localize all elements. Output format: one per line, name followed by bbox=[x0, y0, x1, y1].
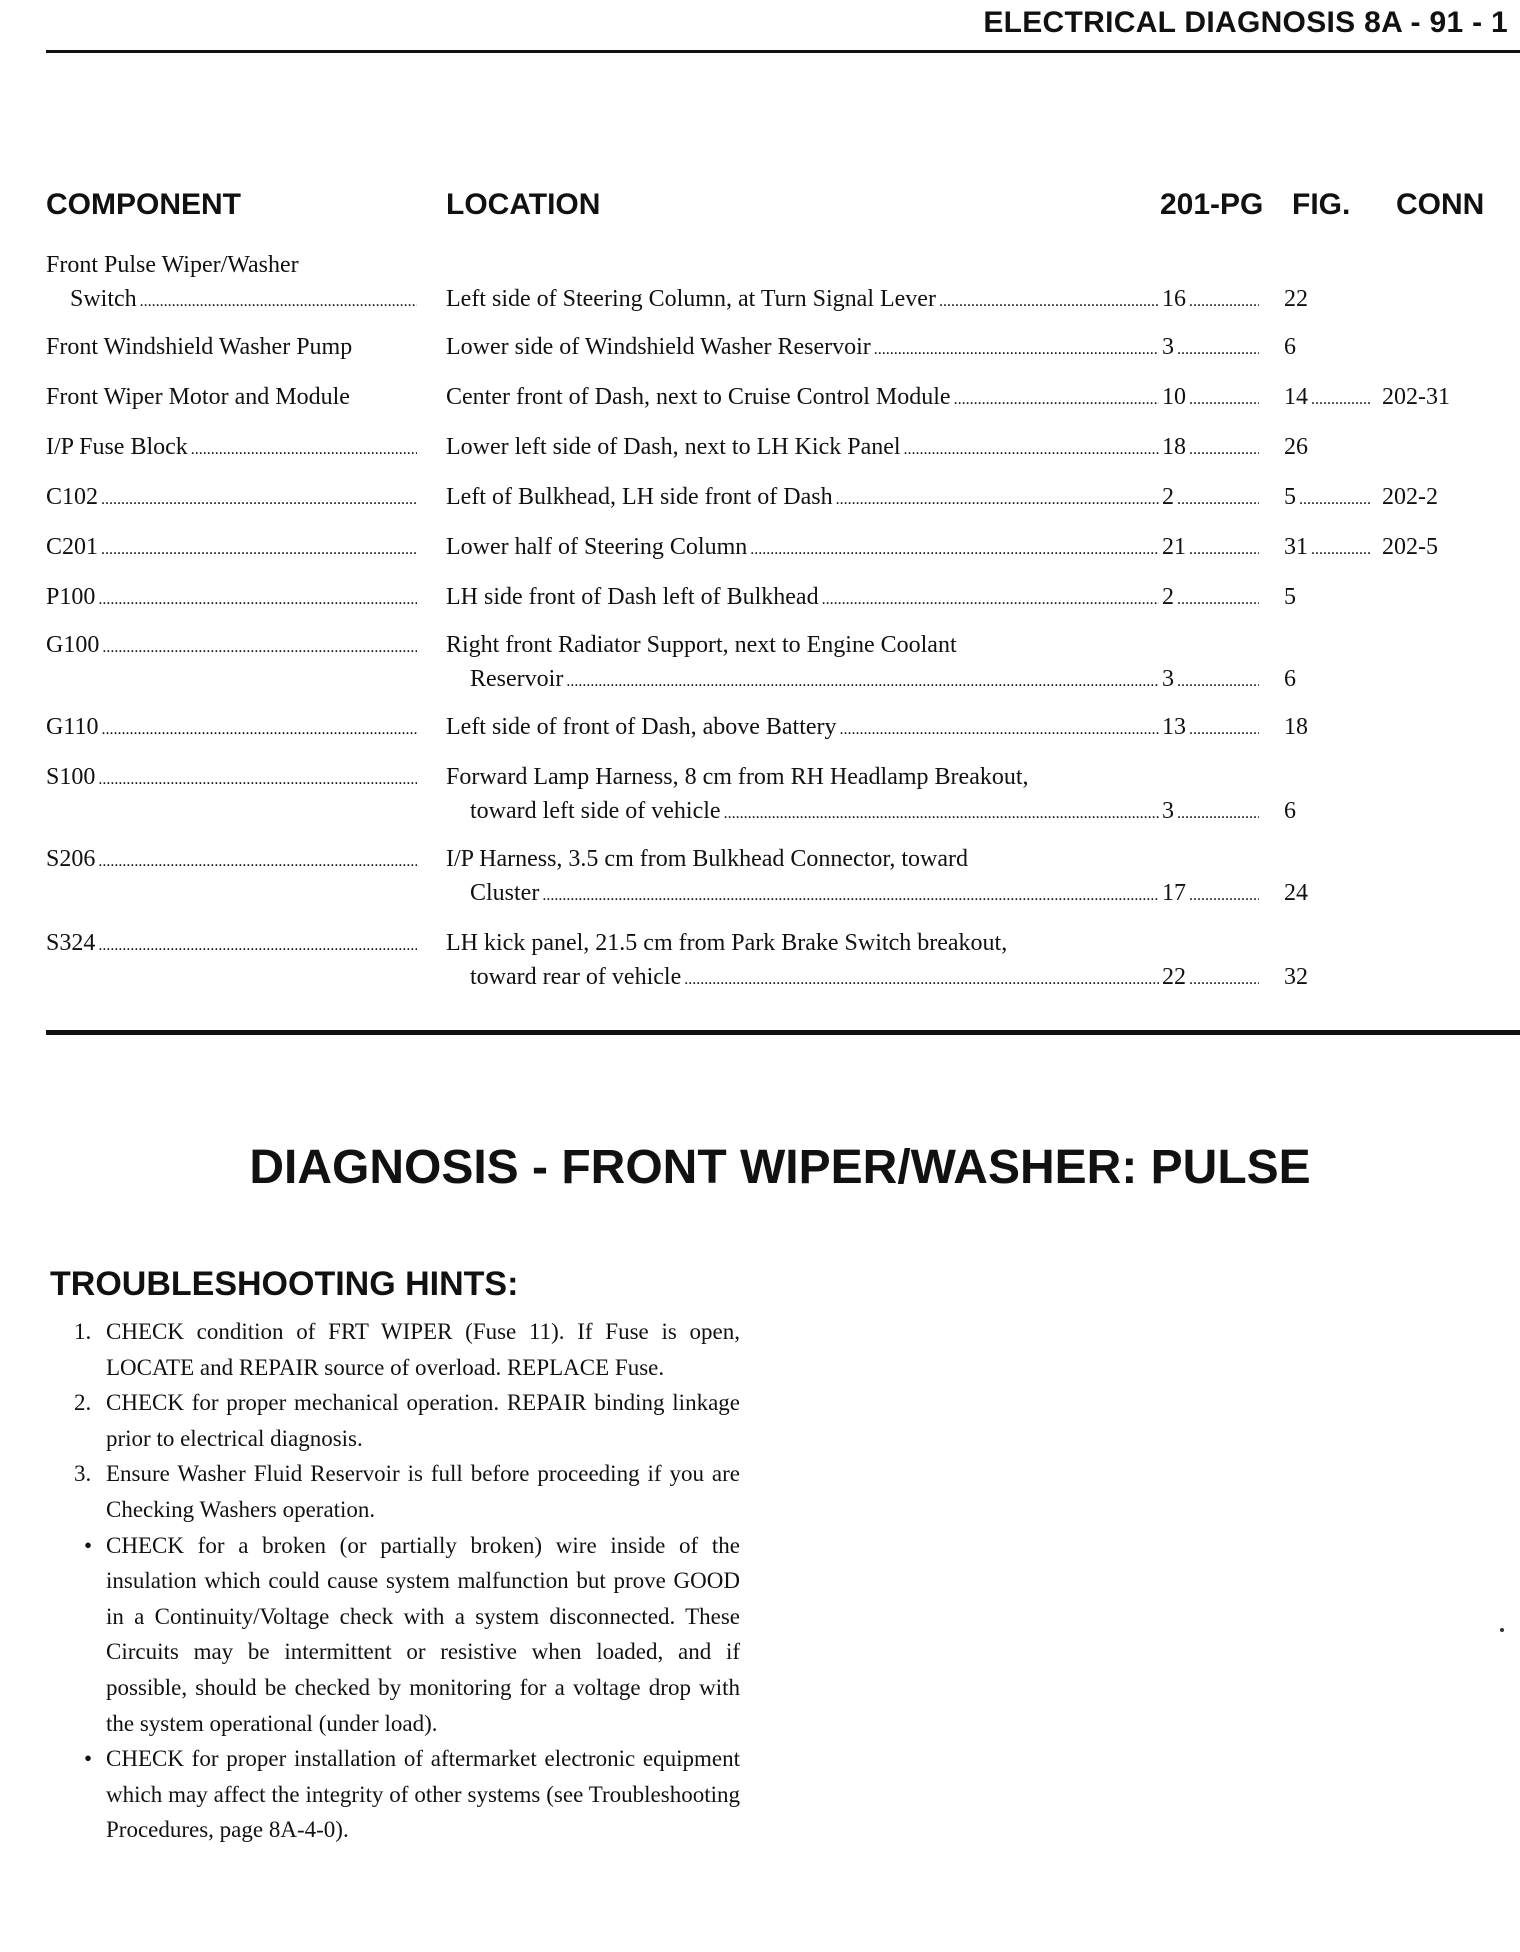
hint-text: CHECK for proper installation of aftermarket electronic equipment which may affect the integrity of other systems (see Troubleshooting Procedures, page 8A-4-0). bbox=[106, 1746, 740, 1843]
conn-ref: 202-5 bbox=[1382, 534, 1438, 560]
leader-dots bbox=[1177, 662, 1259, 699]
component-name bbox=[46, 842, 420, 879]
component-text: I/P Fuse Block bbox=[46, 434, 188, 460]
leader-dots bbox=[1177, 330, 1259, 367]
scan-speck bbox=[1500, 1628, 1504, 1632]
page-text: 22 bbox=[1162, 964, 1186, 990]
leader-dots bbox=[1311, 380, 1371, 417]
component-name bbox=[46, 530, 420, 567]
conn-ref: 202-31 bbox=[1382, 384, 1450, 410]
leader-dots bbox=[1189, 282, 1259, 319]
hint-number: 2. bbox=[74, 1390, 92, 1416]
table-row bbox=[0, 248, 1520, 330]
location-line1: Right front Radiator Support, next to Engine Coolant bbox=[446, 632, 957, 658]
fig-ref: 6 bbox=[1284, 798, 1296, 824]
conn-ref: 202-2 bbox=[1382, 484, 1438, 510]
leader-dots bbox=[566, 662, 1159, 699]
troubleshooting-hints-title: TROUBLESHOOTING HINTS: bbox=[50, 1265, 519, 1303]
hint-text: CHECK for a broken (or partially broken) wire inside of the insulation which could cause system malfunction but prove GOOD in a Continuity/Voltage check with a system disconnected. These Circuits may be intermittent or resistive when loaded, and if possible, should be checked by monitoring for a voltage drop with the system operational (under load). bbox=[106, 1532, 740, 1736]
component-text: Switch bbox=[70, 286, 137, 312]
location-text: Left side of front of Dash, above Battery bbox=[446, 714, 837, 740]
location bbox=[446, 380, 1162, 417]
location-text: Cluster bbox=[470, 880, 540, 906]
component-name: Front Wiper Motor and Module bbox=[46, 384, 350, 410]
page-ref bbox=[1162, 710, 1262, 747]
component-text: S324 bbox=[46, 930, 96, 956]
hint-item bbox=[74, 1741, 740, 1848]
component-name bbox=[70, 282, 420, 319]
leader-dots bbox=[1177, 794, 1259, 831]
page-ref bbox=[1162, 330, 1262, 367]
page-header-title: ELECTRICAL DIAGNOSIS 8A - 91 - 1 bbox=[983, 6, 1508, 39]
location bbox=[446, 580, 1162, 617]
page-text: 21 bbox=[1162, 534, 1186, 560]
component-text: C102 bbox=[46, 484, 99, 510]
hint-item bbox=[74, 1456, 740, 1527]
page-text: 3 bbox=[1162, 334, 1174, 360]
page-text: 3 bbox=[1162, 798, 1174, 824]
leader-dots bbox=[939, 282, 1159, 319]
component-text: S206 bbox=[46, 846, 96, 872]
hint-number: 3. bbox=[74, 1461, 92, 1487]
page-text: 10 bbox=[1162, 384, 1186, 410]
component-name: Front Windshield Washer Pump bbox=[46, 334, 353, 360]
header-rule bbox=[46, 50, 1520, 53]
hint-bullet: • bbox=[84, 1532, 93, 1558]
table-row bbox=[0, 480, 1520, 530]
leader-dots bbox=[101, 480, 417, 517]
fig-text: 14 bbox=[1284, 384, 1308, 410]
component-text: P100 bbox=[46, 584, 96, 610]
page-text: 18 bbox=[1162, 434, 1186, 460]
table-row bbox=[0, 330, 1520, 380]
component-location-table bbox=[0, 248, 1520, 1008]
column-header-location: LOCATION bbox=[446, 188, 601, 221]
component-name bbox=[46, 480, 420, 517]
page-text: 13 bbox=[1162, 714, 1186, 740]
fig-text: 5 bbox=[1284, 484, 1296, 510]
component-name bbox=[46, 710, 420, 747]
page-ref bbox=[1162, 282, 1262, 319]
fig-ref: 18 bbox=[1284, 714, 1308, 740]
leader-dots bbox=[542, 876, 1159, 913]
leader-dots bbox=[101, 710, 417, 747]
location-line1: I/P Harness, 3.5 cm from Bulkhead Connector, toward bbox=[446, 846, 969, 872]
page-ref bbox=[1162, 530, 1262, 567]
leader-dots bbox=[98, 926, 417, 963]
location-text: Left of Bulkhead, LH side front of Dash bbox=[446, 484, 833, 510]
location bbox=[446, 430, 1162, 467]
page-ref bbox=[1162, 662, 1262, 699]
leader-dots bbox=[98, 580, 417, 617]
component-name bbox=[46, 926, 420, 963]
leader-dots bbox=[724, 794, 1159, 831]
leader-dots bbox=[98, 842, 417, 879]
location bbox=[470, 876, 1162, 913]
leader-dots bbox=[1189, 430, 1259, 467]
leader-dots bbox=[954, 380, 1159, 417]
location bbox=[446, 530, 1162, 567]
hint-item bbox=[74, 1385, 740, 1456]
location bbox=[470, 960, 1162, 997]
location-line1: Forward Lamp Harness, 8 cm from RH Headlamp Breakout, bbox=[446, 764, 1029, 790]
leader-dots bbox=[840, 710, 1159, 747]
table-row bbox=[0, 380, 1520, 430]
location-text: Reservoir bbox=[470, 666, 564, 692]
location-line1: LH kick panel, 21.5 cm from Park Brake Switch breakout, bbox=[446, 930, 1008, 956]
leader-dots bbox=[684, 960, 1159, 997]
table-row bbox=[0, 926, 1520, 1008]
leader-dots bbox=[140, 282, 417, 319]
component-name bbox=[46, 580, 420, 617]
leader-dots bbox=[1189, 530, 1259, 567]
location bbox=[446, 710, 1162, 747]
page-ref bbox=[1162, 380, 1262, 417]
leader-dots bbox=[101, 530, 417, 567]
section-rule bbox=[46, 1030, 1520, 1035]
hint-number: 1. bbox=[74, 1319, 92, 1344]
location-text: toward rear of vehicle bbox=[470, 964, 682, 990]
fig-ref: 26 bbox=[1284, 434, 1308, 460]
column-header-page: 201-PG bbox=[1160, 188, 1264, 221]
hint-item bbox=[74, 1528, 740, 1742]
fig-ref: 24 bbox=[1284, 880, 1308, 906]
component-name bbox=[46, 430, 420, 467]
leader-dots bbox=[1189, 710, 1259, 747]
location-text: Center front of Dash, next to Cruise Control Module bbox=[446, 384, 951, 410]
hint-text: CHECK condition of FRT WIPER (Fuse 11). If Fuse is open, LOCATE and REPAIR source of overload. REPLACE Fuse. bbox=[106, 1319, 740, 1380]
location-text: toward left side of vehicle bbox=[470, 798, 721, 824]
location-text: LH side front of Dash left of Bulkhead bbox=[446, 584, 819, 610]
page-ref bbox=[1162, 580, 1262, 617]
column-header-component: COMPONENT bbox=[46, 188, 241, 221]
leader-dots bbox=[191, 430, 417, 467]
leader-dots bbox=[1189, 876, 1259, 913]
page-ref bbox=[1162, 960, 1262, 997]
leader-dots bbox=[1311, 530, 1371, 567]
fig-ref bbox=[1284, 480, 1374, 517]
component-text: S100 bbox=[46, 764, 96, 790]
component-name bbox=[46, 628, 420, 665]
page-ref bbox=[1162, 794, 1262, 831]
fig-ref bbox=[1284, 530, 1374, 567]
fig-ref: 32 bbox=[1284, 964, 1308, 990]
table-row bbox=[0, 530, 1520, 580]
table-row bbox=[0, 842, 1520, 926]
hint-bullet: • bbox=[84, 1746, 93, 1772]
component-name bbox=[46, 760, 420, 797]
leader-dots bbox=[1189, 380, 1259, 417]
fig-ref: 6 bbox=[1284, 334, 1296, 360]
fig-text: 31 bbox=[1284, 534, 1308, 560]
leader-dots bbox=[822, 580, 1159, 617]
page-ref bbox=[1162, 480, 1262, 517]
leader-dots bbox=[1177, 480, 1259, 517]
location bbox=[470, 794, 1162, 831]
table-row bbox=[0, 710, 1520, 760]
page-ref bbox=[1162, 876, 1262, 913]
leader-dots bbox=[1189, 960, 1259, 997]
page-text: 17 bbox=[1162, 880, 1186, 906]
fig-ref: 5 bbox=[1284, 584, 1296, 610]
table-row bbox=[0, 580, 1520, 628]
table-row bbox=[0, 430, 1520, 480]
hint-item bbox=[74, 1314, 740, 1385]
leader-dots bbox=[750, 530, 1159, 567]
location bbox=[470, 662, 1162, 699]
page-text: 16 bbox=[1162, 286, 1186, 312]
location bbox=[446, 282, 1162, 319]
location bbox=[446, 480, 1162, 517]
fig-ref: 6 bbox=[1284, 666, 1296, 692]
leader-dots bbox=[836, 480, 1159, 517]
leader-dots bbox=[1177, 580, 1259, 617]
troubleshooting-hints-list bbox=[74, 1314, 740, 1848]
component-name-line1: Front Pulse Wiper/Washer bbox=[46, 252, 299, 278]
column-header-fig: FIG. bbox=[1292, 188, 1351, 221]
location-text: Lower left side of Dash, next to LH Kick Panel bbox=[446, 434, 901, 460]
table-column-headers bbox=[0, 188, 1520, 228]
table-row bbox=[0, 760, 1520, 842]
component-text: G110 bbox=[46, 714, 99, 740]
leader-dots bbox=[102, 628, 417, 665]
page-text: 3 bbox=[1162, 666, 1174, 692]
location-text: Left side of Steering Column, at Turn Signal Lever bbox=[446, 286, 936, 312]
leader-dots bbox=[874, 330, 1159, 367]
page-ref bbox=[1162, 430, 1262, 467]
table-row bbox=[0, 628, 1520, 710]
hint-text: Ensure Washer Fluid Reservoir is full before proceeding if you are Checking Washers operation. bbox=[106, 1461, 740, 1522]
diagnosis-title: DIAGNOSIS - FRONT WIPER/WASHER: PULSE bbox=[249, 1141, 1311, 1194]
column-header-conn: CONN bbox=[1396, 188, 1485, 221]
component-text: G100 bbox=[46, 632, 100, 658]
location-text: Lower half of Steering Column bbox=[446, 534, 748, 560]
component-text: C201 bbox=[46, 534, 99, 560]
fig-ref: 22 bbox=[1284, 286, 1308, 312]
hint-text: CHECK for proper mechanical operation. REPAIR binding linkage prior to electrical diagnosis. bbox=[106, 1390, 740, 1451]
location-text: Lower side of Windshield Washer Reservoir bbox=[446, 334, 871, 360]
page-text: 2 bbox=[1162, 584, 1174, 610]
page-text: 2 bbox=[1162, 484, 1174, 510]
leader-dots bbox=[98, 760, 417, 797]
fig-ref bbox=[1284, 380, 1374, 417]
leader-dots bbox=[904, 430, 1159, 467]
location bbox=[446, 330, 1162, 367]
leader-dots bbox=[1299, 480, 1371, 517]
